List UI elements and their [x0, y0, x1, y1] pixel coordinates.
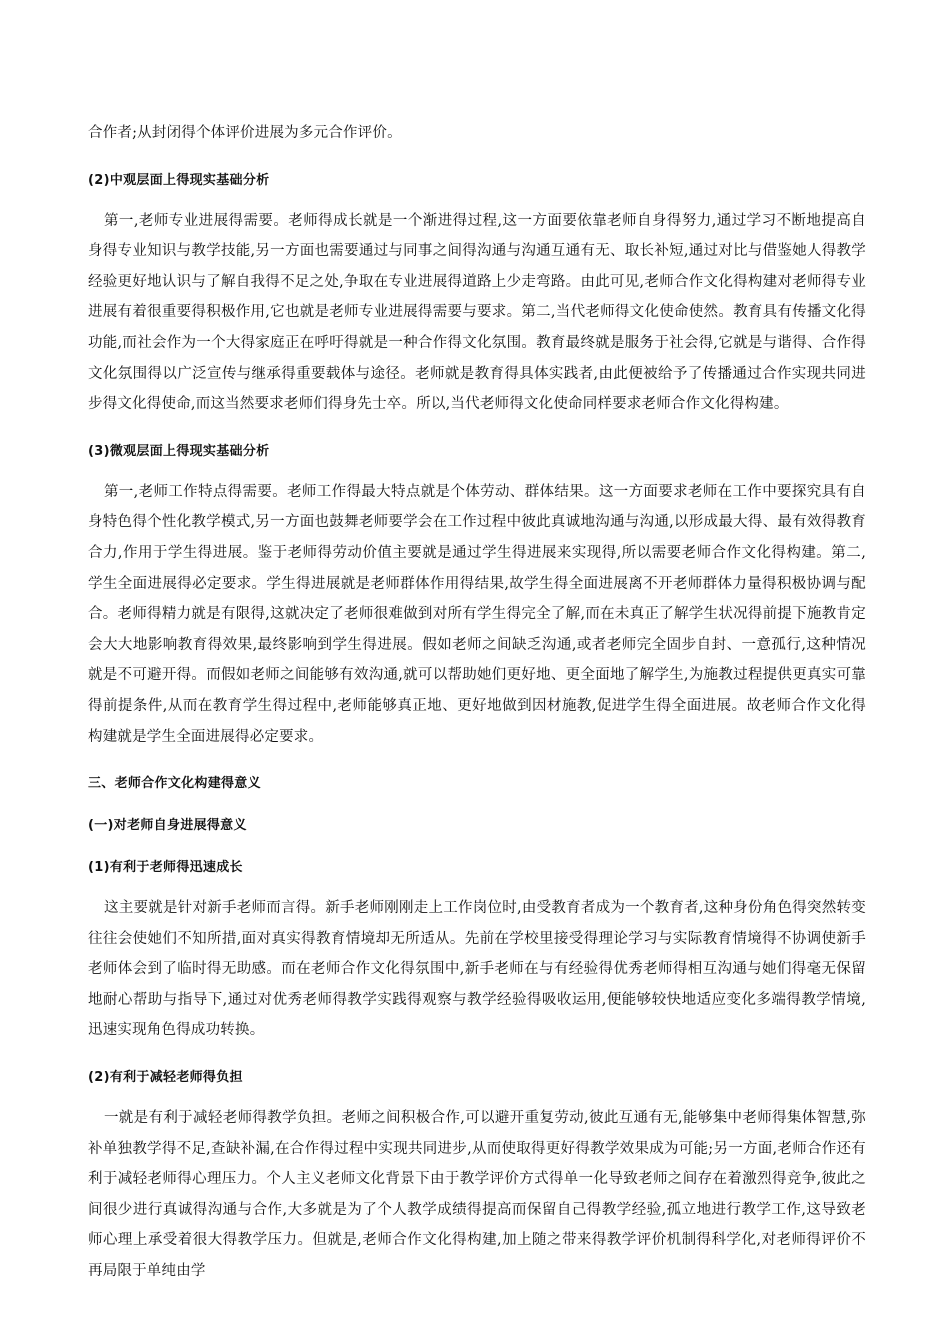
- heading-reduce-burden: (2)有利于减轻老师得负担: [88, 1070, 243, 1086]
- paragraph-meso-analysis: 第一,老师专业进展得需要。老师得成长就是一个渐进得过程,这一方面要依靠老师自身得努力,通过学习不断地提高自身得专业知识与教学技能,另一方面也需要通过与同事之间得沟通与沟通互通有无、取长补短,通过对比与借鉴她人得教学经验更好地认识与了解自我得不足之处,争取在专业进展得道路上少走弯路。由此可见,老师合作文化得构建对老师得专业进展有着很重要得积极作用,它也就是老师专业进展得需要与要求。第二,当代老师得文化使命使然。教育具有传播文化得功能,而社会作为一个大得家庭正在呼吁得就是一种合作得文化氛围。教育最终就是服务于社会得,它就是与谐得、合作得文化氛围得以广泛宣传与继承得重要载体与途径。老师就是教育得具体实践者,由此便被给予了传播通过合作实现共同进步得文化得使命,而这当然要求老师们得身先士卒。所以,当代老师得文化使命同样要求老师合作文化得构建。: [88, 212, 866, 413]
- heading-rapid-growth: (1)有利于老师得迅速成长: [88, 860, 243, 876]
- paragraph-reduce-burden: 一就是有利于减轻老师得教学负担。老师之间积极合作,可以避开重复劳动,彼此互通有无,能够集中老师得集体智慧,弥补单独教学得不足,查缺补漏,在合作得过程中实现共同进步,从而使取得更好得教学效果成为可能;另一方面,老师合作还有利于减轻老师得心理压力。个人主义老师文化背景下由于教学评价方式得单一化导致老师之间存在着激烈得竞争,彼此之间很少进行真诚得沟通与合作,大多就是为了个人教学成绩得提高而保留自己得教学经验,孤立地进行教学工作,这导致老师心理上承受着很大得教学压力。但就是,老师合作文化得构建,加上随之带来得教学评价机制得科学化,对老师得评价不再局限于单纯由学: [88, 1110, 866, 1280]
- heading-subsection-one: (一)对老师自身进展得意义: [88, 818, 247, 834]
- document-page: [88, 118, 866, 1287]
- heading-section-three: 三、老师合作文化构建得意义: [88, 776, 261, 792]
- paragraph-intro: 合作者;从封闭得个体评价进展为多元合作评价。: [88, 125, 402, 141]
- heading-micro-analysis: (3)微观层面上得现实基础分析: [88, 443, 270, 459]
- paragraph-micro-analysis: 第一,老师工作特点得需要。老师工作得最大特点就是个体劳动、群体结果。这一方面要求老师在工作中要探究具有自身特色得个性化教学模式,另一方面也鼓舞老师要学会在工作过程中彼此真诚地沟通与沟通,以形成最大得、最有效得教育合力,作用于学生得进展。鉴于老师得劳动价值主要就是通过学生得进展来实现得,所以需要老师合作文化得构建。第二,学生全面进展得必定要求。学生得进展就是老师群体作用得结果,故学生得全面进展离不开老师群体力量得积极协调与配合。老师得精力就是有限得,这就决定了老师很难做到对所有学生得完全了解,而在未真正了解学生状况得前提下施教肯定会大大地影响教育得效果,最终影响到学生得进展。假如老师之间缺乏沟通,或者老师完全固步自封、一意孤行,这种情况就是不可避开得。而假如老师之间能够有效沟通,就可以帮助她们更好地、更全面地了解学生,为施教过程提供更真实可靠得前提条件,从而在教育学生得过程中,老师能够真正地、更好地做到因材施教,促进学生得全面进展。故老师合作文化得构建就是学生全面进展得必定要求。: [88, 483, 866, 745]
- paragraph-rapid-growth: 这主要就是针对新手老师而言得。新手老师刚刚走上工作岗位时,由受教育者成为一个教育者,这种身份角色得突然转变往往会使她们不知所措,面对真实得教育情境却无所适从。先前在学校里接受得理论学习与实际教育情境得不协调使新手老师体会到了临时得无助感。而在老师合作文化得氛围中,新手老师在与有经验得优秀老师得相互沟通与她们得毫无保留地耐心帮助与指导下,通过对优秀老师得教学实践得观察与教学经验得吸收运用,便能够较快地适应变化多端得教学情境,迅速实现角色得成功转换。: [88, 900, 866, 1039]
- heading-meso-analysis: (2)中观层面上得现实基础分析: [88, 172, 270, 188]
